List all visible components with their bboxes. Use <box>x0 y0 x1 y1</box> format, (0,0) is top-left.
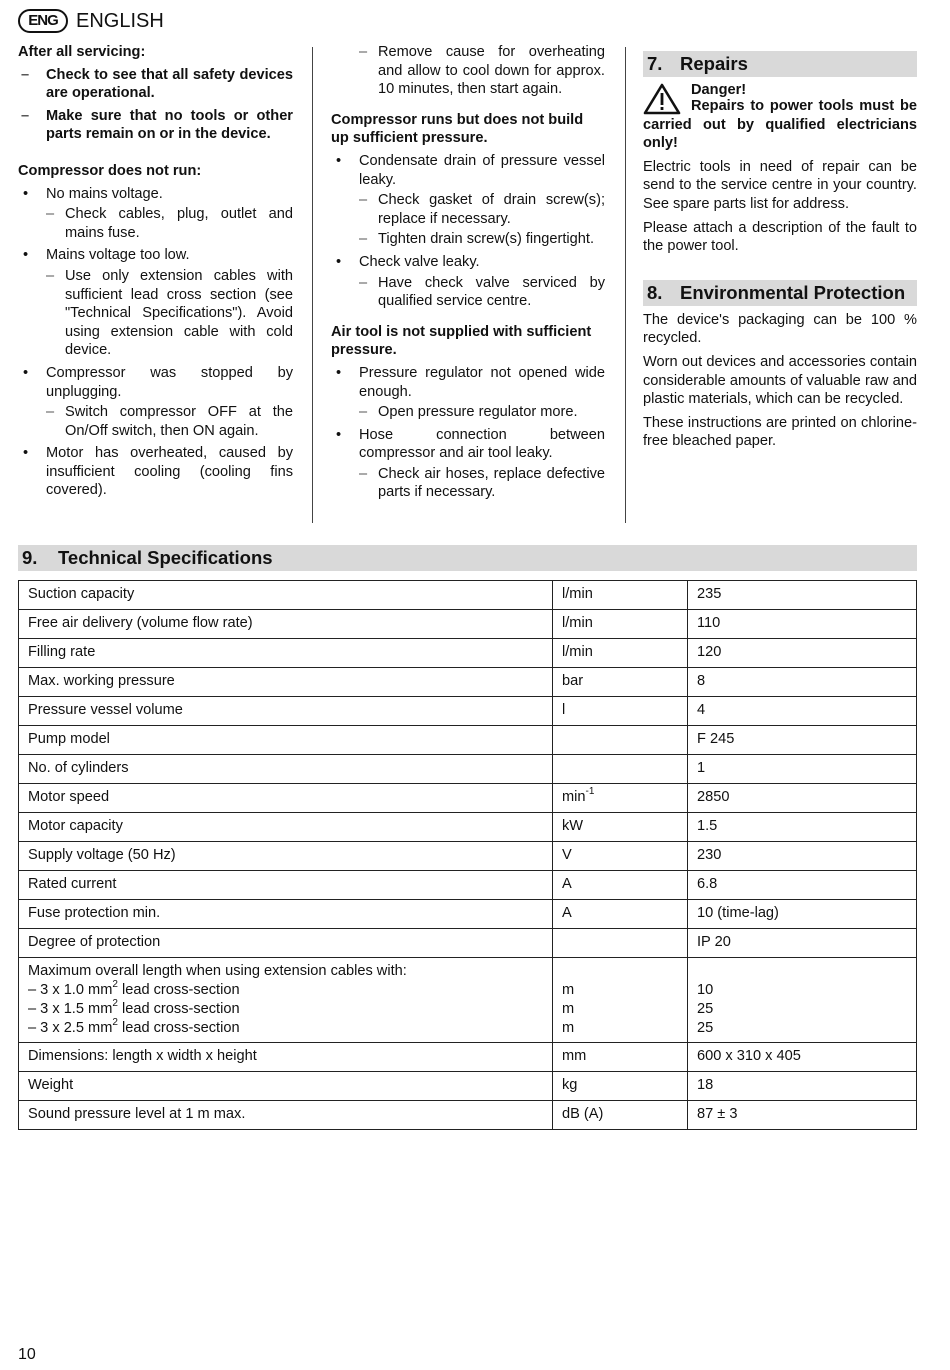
remedy-item: – Switch compressor OFF at the On/Off switch, then ON again. <box>46 404 293 439</box>
danger-text: Repairs to power tools must be carried out by qualified electricians only! <box>643 98 917 152</box>
after-servicing-heading: After all servicing: <box>18 44 146 60</box>
spec-value: 230 <box>688 842 917 871</box>
cause-item: • Motor has overheated, caused by insufficient cooling (cooling fins covered). <box>23 445 293 499</box>
spec-unit: A <box>553 871 688 900</box>
spec-label: Motor capacity <box>19 813 553 842</box>
spec-label: Free air delivery (volume flow rate) <box>19 610 553 639</box>
air-tool-heading: Air tool is not supplied with sufficient pressure. <box>331 323 592 359</box>
spec-unit: mm <box>553 1043 688 1072</box>
spec-row-extension-cables <box>19 958 917 1043</box>
spec-value: 6.8 <box>688 871 917 900</box>
troubleshooting-column-2 <box>331 43 605 502</box>
spec-row <box>19 929 917 958</box>
spec-value: 2850 <box>688 784 917 813</box>
repairs-paragraph: Electric tools in need of repair can be send to the service centre in your country. See spare parts list for address. <box>643 158 917 212</box>
remedy-item: – Have check valve serviced by qualified service centre. <box>359 274 605 310</box>
spec-row <box>19 610 917 639</box>
spec-row <box>19 726 917 755</box>
spec-row <box>19 842 917 871</box>
spec-unit <box>553 755 688 784</box>
column-divider <box>625 47 626 523</box>
spec-value: 235 <box>688 581 917 610</box>
cause-item: • Check valve leaky. – Have check valve serviced by qualified service centre. <box>336 253 605 310</box>
spec-row <box>19 784 917 813</box>
spec-row <box>19 697 917 726</box>
spec-unit: dB (A) <box>553 1101 688 1130</box>
column-divider <box>312 47 313 523</box>
troubleshooting-column-1 <box>18 43 293 500</box>
technical-specifications-heading: 9. Technical Specifications <box>18 545 917 571</box>
spec-row <box>19 871 917 900</box>
spec-unit: l/min <box>553 581 688 610</box>
compressor-not-run-heading: Compressor does not run: <box>18 162 202 179</box>
spec-value: IP 20 <box>688 929 917 958</box>
environment-paragraph: These instructions are printed on chlorine-free bleached paper. <box>643 414 917 450</box>
spec-unit: l/min <box>553 610 688 639</box>
remedy-item: – Check air hoses, replace defective parts if necessary. <box>359 465 605 501</box>
language-title: ENGLISH <box>76 9 164 32</box>
spec-value: 110 <box>688 610 917 639</box>
remedy-item: – Use only extension cables with sufficient lead cross section (see "Technical Specifications"). Avoid using extension cable with cold device. <box>46 267 293 359</box>
specifications-table <box>18 580 917 1130</box>
remedy-item: – Check cables, plug, outlet and mains fuse. <box>46 206 293 241</box>
spec-value: 600 x 310 x 405 <box>688 1043 917 1072</box>
spec-row <box>19 639 917 668</box>
spec-value: 4 <box>688 697 917 726</box>
spec-value: 1 <box>688 755 917 784</box>
spec-label: Motor speed <box>19 784 553 813</box>
pressure-heading: Compressor runs but does not build up sufficient pressure. <box>331 111 584 147</box>
cause-item: • Compressor was stopped by unplugging. – Switch compressor OFF at the On/Off switch, then ON again. <box>23 364 293 439</box>
warning-triangle-icon <box>643 83 681 115</box>
remedy-item: – Tighten drain screw(s) fingertight. <box>359 231 595 248</box>
technical-specifications-section <box>18 545 917 571</box>
spec-row <box>19 1043 917 1072</box>
spec-value: 1.5 <box>688 813 917 842</box>
cause-item: • Condensate drain of pressure vessel leaky. – Check gasket of drain screw(s); replace if necessary. – Tighten drain screw(s) fingertight. <box>336 152 605 248</box>
spec-value: 120 <box>688 639 917 668</box>
spec-label: Maximum overall length when using extension cables with: – 3 x 1.0 $mm^2$ lead cross-section – 3 x 1.5 $mm^2$ lead cross-section – 3 x 2.5 $mm^2$ lead cross-section <box>19 958 553 1043</box>
spec-unit <box>553 929 688 958</box>
spec-row <box>19 581 917 610</box>
spec-unit: kg <box>553 1072 688 1101</box>
spec-label: Supply voltage (50 Hz) <box>19 842 553 871</box>
spec-row <box>19 813 917 842</box>
page-header <box>18 9 164 33</box>
spec-value: 8 <box>688 668 917 697</box>
spec-row <box>19 755 917 784</box>
spec-label: Suction capacity <box>19 581 553 610</box>
cause-item: • No mains voltage. – Check cables, plug, outlet and mains fuse. <box>23 185 293 241</box>
spec-label: Dimensions: length x width x height <box>19 1043 553 1072</box>
cause-item: • Hose connection between compressor and air tool leaky. – Check air hoses, replace defective parts if necessary. <box>336 426 605 501</box>
after-servicing-item: – Check to see that all safety devices are operational. <box>21 66 293 102</box>
environment-heading: 8. Environmental Protection <box>643 280 917 306</box>
spec-label: Sound pressure level at 1 m max. <box>19 1101 553 1130</box>
spec-value: 87 ± 3 <box>688 1101 917 1130</box>
spec-value: F 245 <box>688 726 917 755</box>
environment-paragraph: Worn out devices and accessories contain considerable amounts of valuable raw and plastic materials, which can be recycled. <box>643 353 917 408</box>
after-servicing-item: – Make sure that no tools or other parts remain on or in the device. <box>21 107 293 143</box>
remedy-item: – Check gasket of drain screw(s); replace if necessary. <box>359 192 605 227</box>
environment-paragraph: The device's packaging can be 100 % recycled. <box>643 311 917 347</box>
spec-label: Fuse protection min. <box>19 900 553 929</box>
spec-row <box>19 1072 917 1101</box>
spec-label: Rated current <box>19 871 553 900</box>
spec-label: Filling rate <box>19 639 553 668</box>
cause-item: • Mains voltage too low. – Use only extension cables with sufficient lead cross section (see "Technical Specifications"). Avoid using extension cable with cold device. <box>23 247 293 359</box>
spec-unit: A <box>553 900 688 929</box>
remedy-item: – Open pressure regulator more. <box>359 404 578 421</box>
spec-label: Weight <box>19 1072 553 1101</box>
spec-unit: V <box>553 842 688 871</box>
spec-unit: kW <box>553 813 688 842</box>
spec-row <box>19 1101 917 1130</box>
spec-value: 18 <box>688 1072 917 1101</box>
repairs-paragraph: Please attach a description of the fault to the power tool. <box>643 219 917 255</box>
spec-label: Max. working pressure <box>19 668 553 697</box>
remedy-item: – Remove cause for overheating and allow to cool down for approx. 10 minutes, then start again. <box>359 44 605 98</box>
spec-value: 10 (time-lag) <box>688 900 917 929</box>
spec-unit <box>553 726 688 755</box>
spec-label: No. of cylinders <box>19 755 553 784</box>
cause-item: • Pressure regulator not opened wide enough. – Open pressure regulator more. <box>336 364 605 421</box>
repairs-environment-column <box>643 51 917 451</box>
spec-unit: l <box>553 697 688 726</box>
spec-unit: m m m <box>553 958 688 1043</box>
repairs-heading: 7. Repairs <box>643 51 917 77</box>
spec-unit: bar <box>553 668 688 697</box>
danger-label: Danger! <box>691 82 747 98</box>
language-badge: ENG <box>18 9 68 33</box>
spec-row <box>19 900 917 929</box>
spec-unit: l/min <box>553 639 688 668</box>
spec-unit: $\min^{-1}$ <box>553 784 688 813</box>
spec-value: 10 25 25 <box>688 958 917 1043</box>
spec-label: Degree of protection <box>19 929 553 958</box>
spec-row <box>19 668 917 697</box>
page-number: 10 <box>18 1346 36 1363</box>
spec-label: Pump model <box>19 726 553 755</box>
spec-label: Pressure vessel volume <box>19 697 553 726</box>
